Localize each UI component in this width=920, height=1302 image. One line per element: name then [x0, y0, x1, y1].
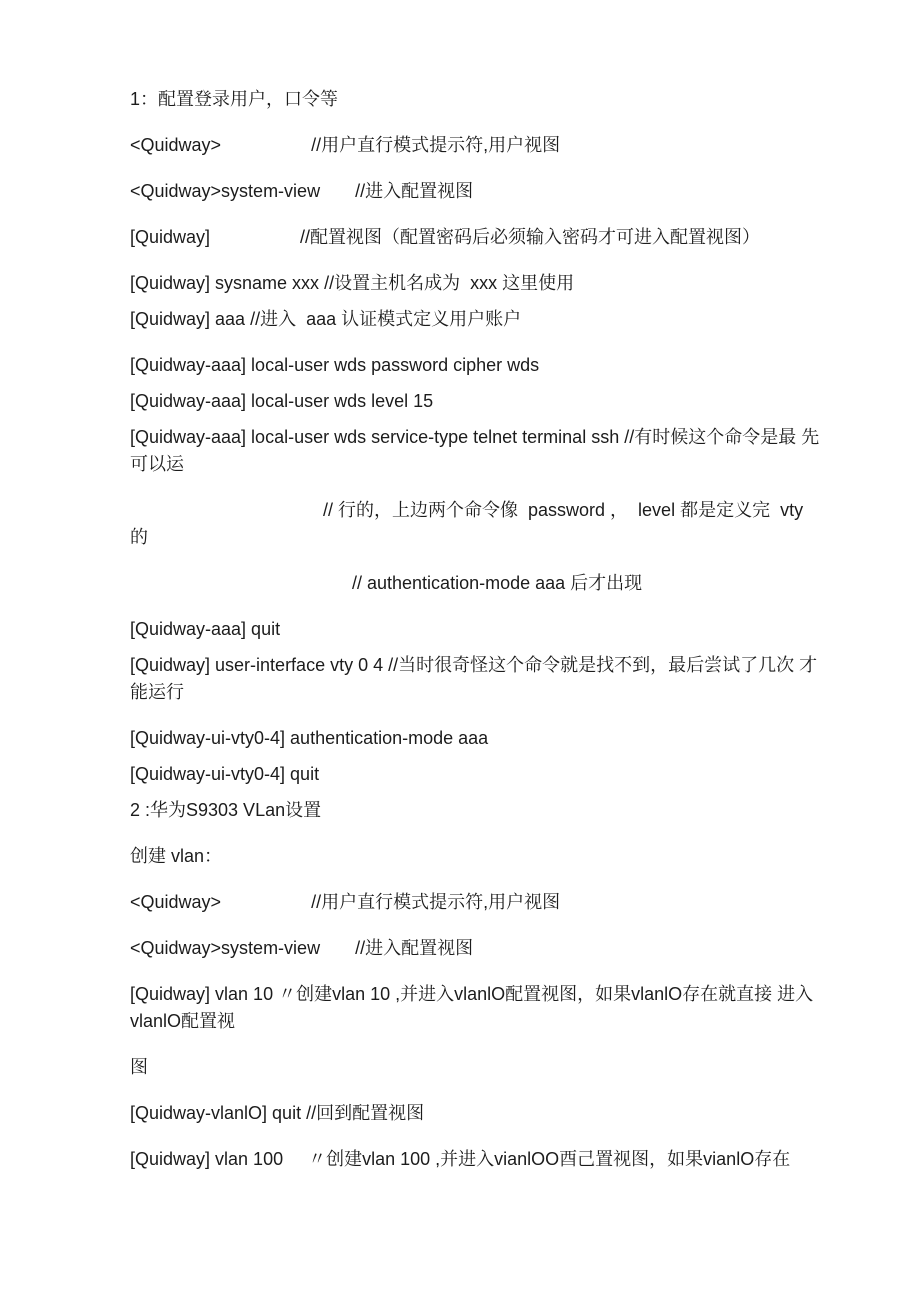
text-line: [Quidway-ui-vty0-4] quit	[130, 764, 320, 784]
text-line: 可以运	[130, 454, 184, 474]
text-line: [Quidway-aaa] quit	[130, 619, 281, 639]
text-line: [Quidway-aaa] local-user wds password cipher wds	[130, 355, 540, 375]
text-line: // authentication-mode aaa 后才出现	[352, 573, 643, 593]
document-body	[130, 88, 860, 1170]
text-line: 图	[130, 1057, 148, 1077]
text-line: [Quidway-vlanlO] quit //回到配置视图	[130, 1103, 425, 1123]
text-line: [Quidway-ui-vty0-4] authentication-mode aaa	[130, 728, 489, 748]
text-line: 能运行	[130, 682, 184, 702]
text-line: [Quidway] vlan 10 〃创建vlan 10 ,并进入vlanlO配置视图，如果vlanlO存在就直接 进入	[130, 984, 814, 1004]
text-line: [Quidway] //配置视图（配置密码后必须输入密码才可进入配置视图）	[130, 227, 761, 247]
text-line: [Quidway] user-interface vty 0 4 //当时很奇怪这个命令就是找不到，最后尝试了几次 才	[130, 655, 818, 675]
text-line: <Quidway> //用户直行模式提示符,用户视图	[130, 135, 561, 155]
text-line: [Quidway] aaa //进入 aaa 认证模式定义用户账户	[130, 309, 522, 329]
text-line: <Quidway>system-view //进入配置视图	[130, 181, 474, 201]
text-line: 创建 vlan：	[130, 846, 223, 866]
text-line: 1：配置登录用户，口令等	[130, 89, 339, 109]
text-line: [Quidway-aaa] local-user wds service-type telnet terminal ssh //有时候这个命令是最 先	[130, 427, 820, 447]
text-line: [Quidway] vlan 100 〃创建vlan 100 ,并进入vianlOO酉己置视图，如果vianlO存在	[130, 1149, 791, 1169]
text-line: // 行的，上边两个命令像 password ， level 都是定义完 vty	[323, 500, 804, 520]
text-line: <Quidway>system-view //进入配置视图	[130, 938, 474, 958]
text-line: [Quidway] sysname xxx //设置主机名成为 xxx 这里使用	[130, 273, 575, 293]
text-line: 的	[130, 527, 148, 547]
text-line: vlanlO配置视	[130, 1011, 236, 1031]
text-line: [Quidway-aaa] local-user wds level 15	[130, 391, 434, 411]
text-line: <Quidway> //用户直行模式提示符,用户视图	[130, 892, 561, 912]
text-line: 2 :华为S9303 VLan设置	[130, 800, 322, 820]
